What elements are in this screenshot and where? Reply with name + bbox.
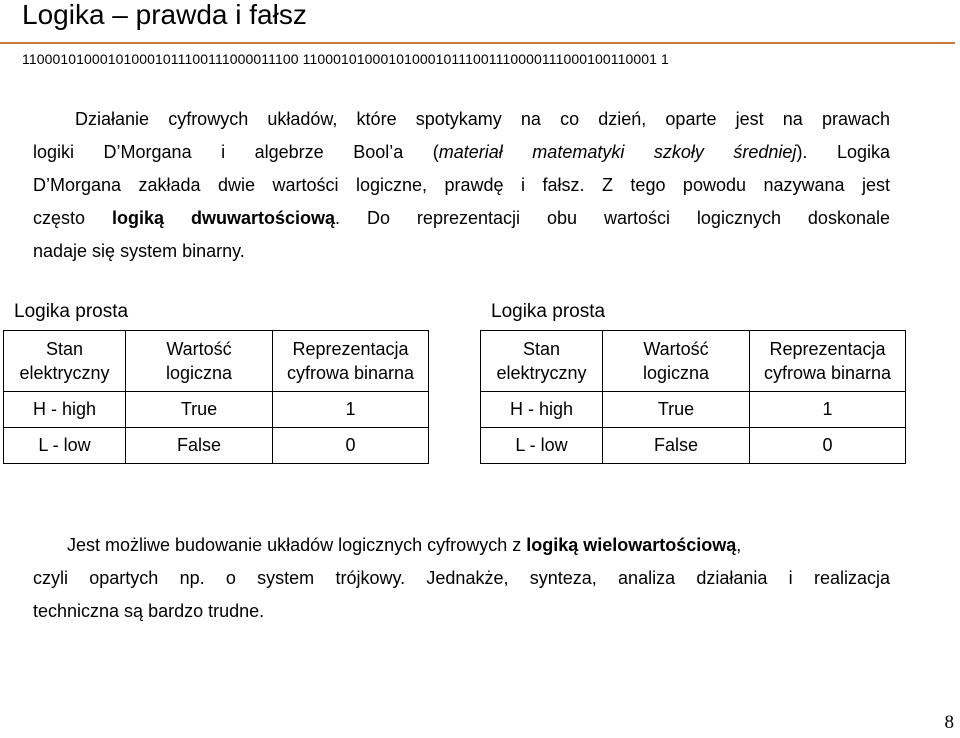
table-cell: 1	[273, 392, 429, 428]
table-cell: True	[603, 392, 750, 428]
table-row	[4, 392, 429, 428]
header-cell: Reprezentacja cyfrowa binarna	[273, 331, 429, 392]
intro-line-5: nadaje się system binarny.	[33, 241, 245, 261]
table-cell: 0	[750, 428, 906, 464]
table-cell: True	[126, 392, 273, 428]
intro-italic-note: materiał matematyki szkoły średniej	[438, 142, 797, 162]
table-row	[4, 428, 429, 464]
intro-line-4	[33, 202, 890, 235]
header-cell: Stan elektryczny	[481, 331, 603, 392]
table-header-row	[4, 331, 429, 392]
table-cell: 1	[750, 392, 906, 428]
logic-table-2	[480, 330, 906, 464]
outro-line-1	[33, 529, 890, 562]
intro-bold-term: logiką dwuwartościową	[111, 208, 335, 228]
table-header-row	[481, 331, 906, 392]
title-rule	[0, 42, 955, 44]
outro-bold-term: logiką wielowartościową	[526, 535, 737, 555]
table-row	[481, 428, 906, 464]
table-cell: False	[126, 428, 273, 464]
table-1-title: Logika prosta	[14, 301, 129, 322]
table-cell: False	[603, 428, 750, 464]
intro-line-4-start: często	[33, 208, 112, 228]
header-cell: Reprezentacja cyfrowa binarna	[750, 331, 906, 392]
header-cell: Wartość logiczna	[603, 331, 750, 392]
table-row	[481, 392, 906, 428]
table-cell: L - low	[4, 428, 126, 464]
intro-line-4-end: . Do reprezentacji obu wartości logicznych doskonale	[335, 208, 890, 228]
page-title: Logika – prawda i fałsz	[22, 0, 307, 30]
page-number: 8	[944, 712, 954, 733]
outro-line-1-start: Jest możliwe budowanie układów logicznych cyfrowych z	[67, 535, 527, 555]
logic-table-1	[3, 330, 429, 464]
table-cell: 0	[273, 428, 429, 464]
outro-line-1-end: ,	[736, 535, 742, 555]
intro-paragraph	[33, 103, 890, 268]
header-cell: Stan elektryczny	[4, 331, 126, 392]
intro-line-2-end: ). Logika	[796, 142, 890, 162]
outro-line-3: techniczna są bardzo trudne.	[33, 601, 265, 621]
outro-line-2: czyli opartych np. o system trójkowy. Jednakże, synteza, analiza działania i realizacja	[33, 568, 890, 588]
header-cell: Wartość logiczna	[126, 331, 273, 392]
table-cell: H - high	[4, 392, 126, 428]
intro-line-3: D’Morgana zakłada dwie wartości logiczne, prawdę i fałsz. Z tego powodu nazywana jest	[33, 175, 890, 195]
table-2-title: Logika prosta	[491, 301, 606, 322]
table-cell: H - high	[481, 392, 603, 428]
intro-line-2-start: logiki D’Morgana i algebrze Bool’a (	[33, 142, 439, 162]
intro-line-1: Działanie cyfrowych układów, które spotykamy na co dzień, oparte jest na prawach	[75, 109, 890, 129]
binary-string: 110001010001010001011100111000011100 1100010100010100010111001110000111000100110001 1	[22, 51, 669, 67]
outro-paragraph	[33, 529, 890, 628]
intro-line-2	[33, 136, 890, 169]
table-cell: L - low	[481, 428, 603, 464]
